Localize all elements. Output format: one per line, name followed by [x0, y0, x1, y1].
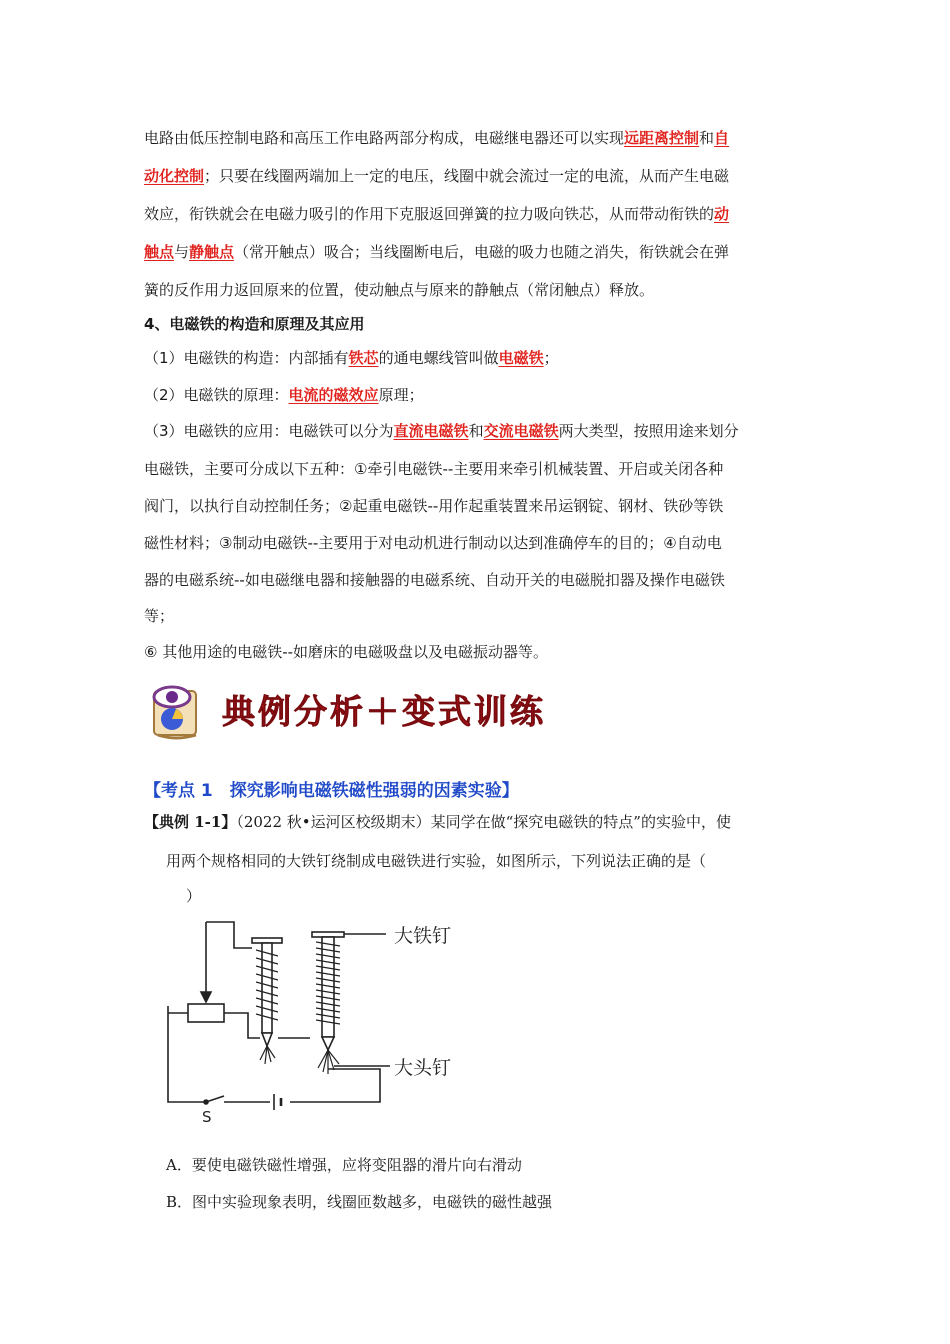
scroll-eye-icon: [150, 679, 570, 741]
text-span: 和: [699, 129, 715, 147]
text-span: 与: [174, 243, 190, 261]
pin-label: 大头钉: [394, 1057, 452, 1079]
text-span: （2022 秋•运河区校级期末）某同学在做“探究电磁铁的特点”的实验中，使: [236, 813, 731, 831]
nail-tip: [322, 1037, 334, 1050]
keyword-dc-electromagnet: 直流电磁铁: [393, 422, 469, 440]
section-heading: 4、电磁铁的构造和原理及其应用: [144, 315, 365, 333]
application-line-3: 阀门，以执行自动控制任务；②起重电磁铁--用作起重装置来吊运钢锭、钢材、铁砂等铁: [144, 497, 724, 515]
nail-shank: [262, 943, 272, 1033]
text-span: （3）电磁铁的应用：电磁铁可以分为: [144, 422, 394, 440]
application-line-6: 等；: [144, 607, 175, 625]
kaodian-heading: 【考点 1 探究影响电磁铁磁性强弱的因素实验】: [144, 781, 519, 801]
example-line-3: ）: [186, 887, 202, 905]
text-span: 原理；: [378, 386, 424, 404]
text-span: 和: [468, 422, 484, 440]
text-span: 效应，衔铁就会在电磁力吸引的作用下克服返回弹簧的拉力吸向铁芯，从而带动衔铁的: [144, 205, 715, 223]
text-span: （1）电磁铁的构造：内部插有: [144, 349, 349, 367]
switch-lever: [206, 1096, 224, 1102]
text-span: 电路由低压控制电路和高压工作电路两部分构成，电磁继电器还可以实现: [144, 129, 625, 147]
rheostat: [188, 1004, 224, 1022]
text-span: 两大类型，按照用途来划分: [558, 422, 739, 440]
para1-line-5: 簧的反作用力返回原来的位置，使动触点与原来的静触点（常闭触点）释放。: [144, 281, 655, 299]
para1-line-3: [144, 204, 729, 224]
example-tag: 【典例 1-1】: [144, 813, 237, 831]
text-span: ；: [543, 349, 559, 367]
keyword-auto-control-part1: 自: [714, 129, 730, 147]
coil-1: [256, 950, 278, 1020]
application-line-2: 电磁铁，主要可分成以下五种：①牵引电磁铁--主要用来牵引机械装置、开启或关闭各种: [144, 460, 724, 478]
application-line-7: ⑥ 其他用途的电磁铁--如磨床的电磁吸盘以及电磁振动器等。: [144, 643, 549, 661]
application-line-5: 器的电磁系统--如电磁继电器和接触器的电磁系统、自动开关的电磁脱扣器及操作电磁铁: [144, 571, 725, 589]
application-line: [144, 421, 739, 441]
keyword-magnetic-effect: 电流的磁效应: [288, 386, 379, 404]
example-line-2: 用两个规格相同的大铁钉绕制成电磁铁进行实验，如图所示，下列说法正确的是（: [166, 852, 707, 870]
example-line-1: [144, 812, 731, 832]
text-span: （2）电磁铁的原理：: [144, 386, 289, 404]
text-span: ；只要在线圈两端加上一定的电压，线圈中就会流过一定的电流，从而产生电磁: [204, 167, 730, 185]
circuit-wire: [290, 1069, 380, 1102]
banner-title: 典例分析＋变式训练: [222, 692, 546, 731]
circuit-wire: [206, 922, 252, 948]
circuit-diagram: [150, 908, 490, 1132]
text-span: 的通电螺线管叫做: [378, 349, 499, 367]
pins-1: [260, 1046, 275, 1064]
para1-line-4: [144, 242, 729, 262]
keyword-moving-contact-part2: 触点: [144, 243, 175, 261]
circuit-wire: [224, 1013, 260, 1038]
structure-line: [144, 348, 559, 368]
para1-line-2: [144, 166, 729, 186]
keyword-remote-control: 远距离控制: [624, 129, 700, 147]
switch-label: S: [202, 1108, 212, 1126]
nail-label: 大铁钉: [394, 925, 452, 947]
keyword-moving-contact-part1: 动: [714, 205, 730, 223]
keyword-static-contact: 静触点: [189, 243, 235, 261]
nail-tip: [262, 1033, 272, 1046]
application-line-4: 磁性材料；③制动电磁铁--主要用于对电动机进行制动以达到准确停车的目的；④自动电: [144, 534, 722, 552]
option-a: A．要使电磁铁磁性增强，应将变阻器的滑片向右滑动: [166, 1156, 522, 1174]
principle-line: [144, 385, 424, 405]
para1-line-1: [144, 128, 729, 148]
keyword-iron-core: 铁芯: [348, 349, 379, 367]
keyword-ac-electromagnet: 交流电磁铁: [483, 422, 559, 440]
option-b: B．图中实验现象表明，线圈匝数越多，电磁铁的磁性越强: [166, 1193, 553, 1211]
pins-2: [318, 1050, 339, 1074]
slider-arrow-icon: [201, 992, 211, 1002]
keyword-electromagnet: 电磁铁: [498, 349, 544, 367]
keyword-auto-control-part2: 动化控制: [144, 167, 205, 185]
text-span: （常开触点）吸合；当线圈断电后，电磁的吸力也随之消失，衔铁就会在弹: [234, 243, 730, 261]
section-banner: [150, 679, 570, 745]
